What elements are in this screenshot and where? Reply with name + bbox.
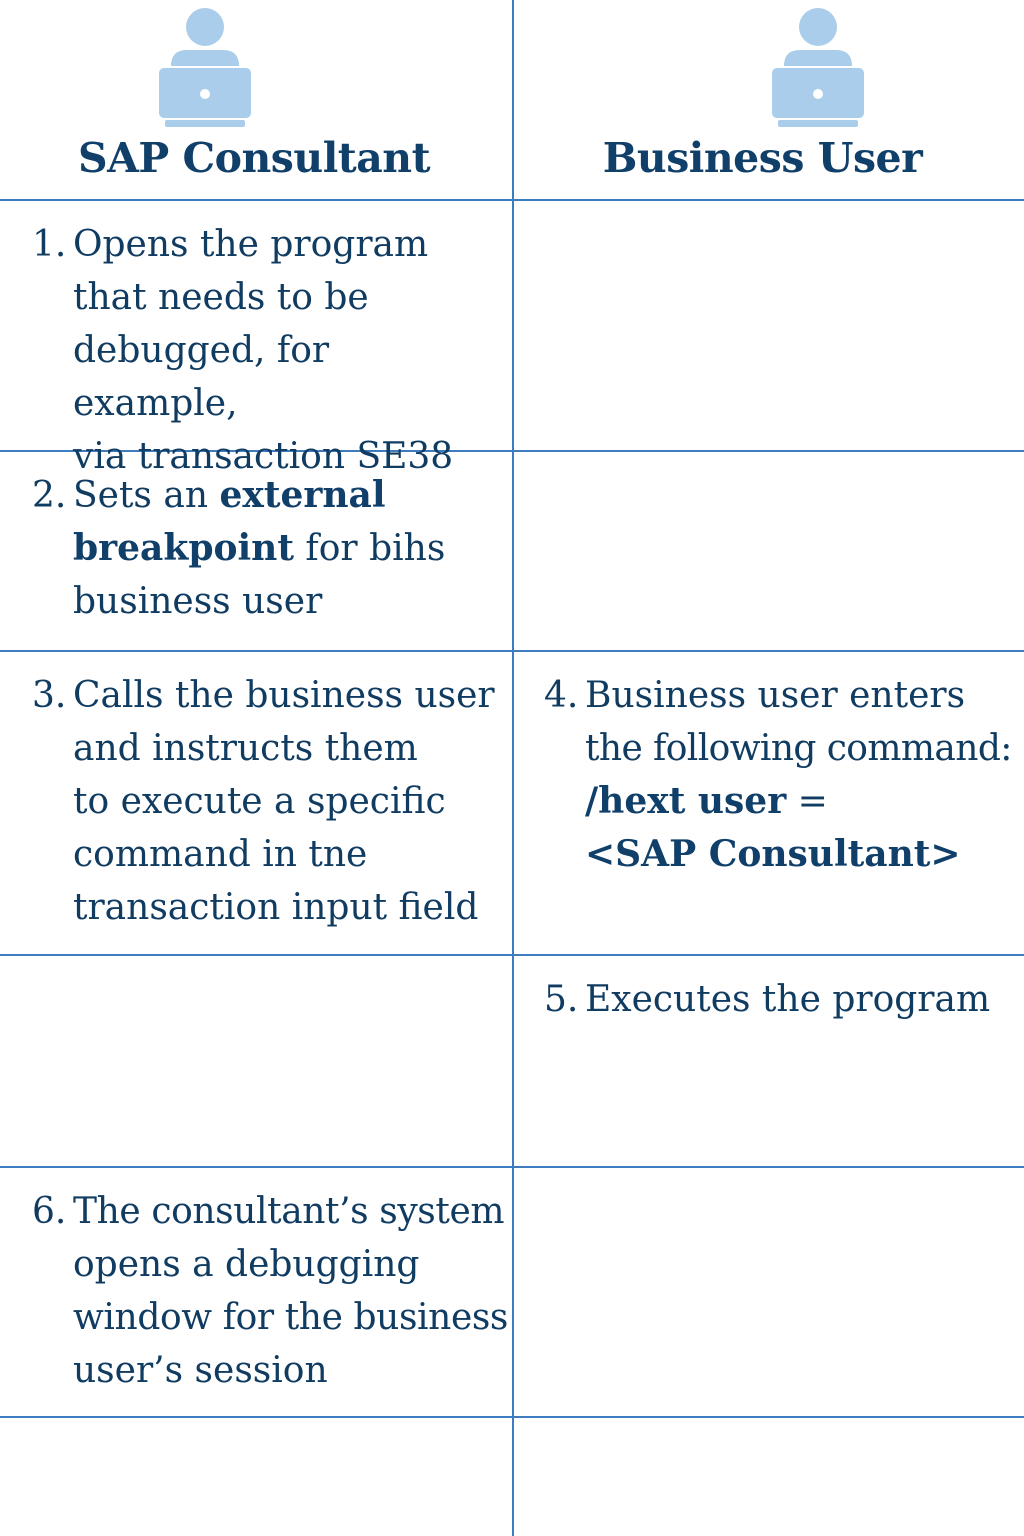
command-value: <SAP Consultant>	[585, 833, 961, 875]
header-sap-consultant	[0, 0, 512, 200]
step-text-line: Opens the program	[73, 224, 429, 265]
step-1	[32, 218, 502, 483]
step-text-line: business user	[73, 581, 323, 622]
step-text-line: debugged, for example,	[73, 330, 330, 424]
breakpoint-term: breakpoint	[73, 527, 294, 569]
command-equals: =	[786, 781, 828, 822]
step-text-line: via transaction SE38	[73, 436, 454, 477]
step-text-line: opens a debugging	[73, 1244, 420, 1285]
step-text-line: user’s session	[73, 1350, 328, 1391]
step-text-line: Executes the program	[585, 979, 991, 1020]
step-4	[544, 669, 1022, 881]
step-text-line: transaction input field	[73, 887, 479, 928]
command-line	[585, 775, 1022, 828]
step-text-line	[73, 522, 502, 575]
step-2	[32, 469, 502, 628]
external-breakpoint-term: external	[219, 474, 386, 516]
step-5	[544, 973, 1014, 1026]
user-laptop-icon	[770, 4, 866, 128]
step-text-line: The consultant’s system	[73, 1191, 505, 1232]
step-text-line: window for the business	[73, 1297, 508, 1338]
row-divider	[0, 1166, 1024, 1168]
header-business-user	[513, 0, 1024, 200]
step-text-line	[73, 469, 502, 522]
step-3	[32, 669, 502, 934]
step-number: 4.	[544, 675, 579, 716]
user-laptop-icon	[157, 4, 253, 128]
step-text-line: Calls the business user	[73, 675, 495, 716]
row-divider	[0, 954, 1024, 956]
command-text: /hext user	[585, 780, 787, 822]
step-text-line: and instructs them	[73, 728, 418, 769]
step-text-line: that needs to be	[73, 277, 369, 318]
step-text-line: command in tne	[73, 834, 368, 875]
step-text: Sets an	[73, 475, 220, 516]
step-number: 6.	[32, 1191, 67, 1232]
step-text-line: Business user enters	[585, 675, 966, 716]
step-number: 1.	[32, 224, 67, 265]
step-text-line: to execute a specific	[73, 781, 446, 822]
column-title-left: SAP Consultant	[77, 134, 431, 182]
column-title-right: Business User	[602, 134, 923, 182]
step-6	[32, 1185, 508, 1397]
step-number: 2.	[32, 475, 67, 516]
step-number: 3.	[32, 675, 67, 716]
column-divider	[512, 0, 514, 1536]
step-text-line: the following command:	[585, 728, 1012, 769]
step-number: 5.	[544, 979, 579, 1020]
row-divider	[0, 1416, 1024, 1418]
step-text: for bihs	[293, 528, 446, 569]
row-divider	[0, 650, 1024, 652]
